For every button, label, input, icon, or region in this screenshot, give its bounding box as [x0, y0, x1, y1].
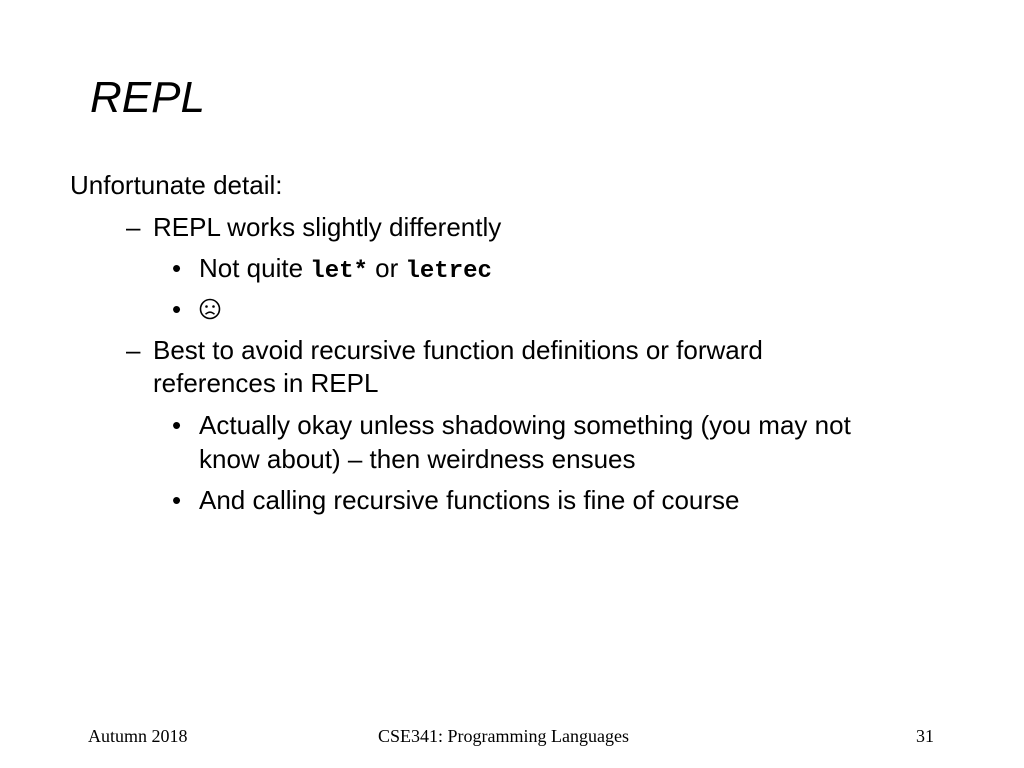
code-let-star: let* [310, 258, 368, 285]
bullet-marker: • [172, 410, 182, 440]
point1-sub1-prefix: Not quite [199, 253, 311, 283]
point2-sub2: And calling recursive functions is fine of course [199, 485, 740, 515]
point1-text: REPL works slightly differently [153, 212, 502, 242]
dash-marker: – [126, 212, 141, 242]
frowning-face-icon [199, 298, 221, 320]
bullet-marker: • [172, 253, 182, 283]
point1-sub1-middle: or [367, 253, 406, 283]
page-number: 31 [916, 726, 934, 746]
slide-title: REPL [90, 73, 205, 122]
point2-sub1-line2: know about) – then weirdness ensues [199, 444, 636, 474]
point2-sub1-line1: Actually okay unless shadowing something (you may not [199, 410, 851, 440]
intro-text: Unfortunate detail: [70, 170, 283, 200]
point1-sub1 [199, 251, 492, 289]
point2-line1: Best to avoid recursive function definitions or forward [153, 335, 763, 365]
dash-marker: – [126, 335, 141, 365]
bullet-marker: • [172, 294, 182, 324]
point2-line2: references in REPL [153, 368, 379, 398]
bullet-marker: • [172, 485, 182, 515]
footer-date: Autumn 2018 [88, 726, 188, 746]
code-letrec: letrec [405, 258, 492, 285]
footer-course: CSE341: Programming Languages [378, 726, 629, 746]
